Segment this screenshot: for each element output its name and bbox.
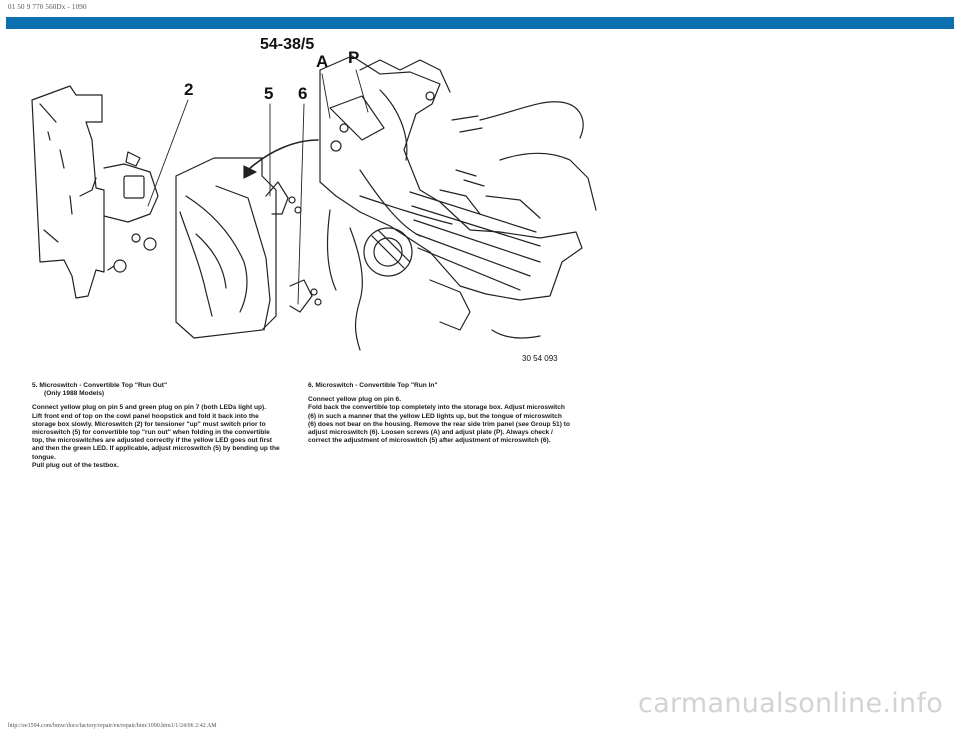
section-6-para-2: Fold back the convertible top completely into the storage box. Adjust microswitch (6) in such a manner that the yellow LED lights up, but the tongue of microswitch (6) does not bear on the housing. Remove the rear side trim panel (see Group 51) to adjust microswitch (6). Loosen screws (A) and adjust plate (P). Always check / correct the adjustment of microswitch (5) after adjustment of microswitch (6).: [308, 404, 570, 445]
section-6-para-1: Connect yellow plug on pin 6.: [308, 396, 402, 404]
callout-A: A: [316, 52, 329, 71]
document-reference: 01 50 9 770 560Dx - 1090: [8, 3, 87, 11]
section-5-para-2: Lift front end of top on the cowl panel hoopstick and fold it back into the storage box slowly. Microswitch (2) for tensioner "up" must switch prior to microswitch (5) for convertible top "run out" when folding in the convertible top, the microswitches are adjusted correctly if the yellow LED goes out first and then the green LED. If applicable, adjust microswitch (5) by bending up the tongue.: [32, 412, 280, 461]
figure-number: 54-38/5: [260, 36, 315, 53]
mechanism-drawing: [320, 56, 596, 350]
section-5-para-3: Pull plug out of the testbox.: [32, 461, 119, 469]
section-5-para-1: Connect yellow plug on pin 5 and green plug on pin 7 (both LEDs light up).: [32, 404, 267, 412]
section-5: [32, 382, 282, 470]
callout-P: P: [348, 48, 360, 67]
callout-5: 5: [264, 84, 274, 103]
footer-url: http://ee1594.com/bmw/docs/factory/repair/en/repair/htm/1090.htm1/1/24/06 2:42 AM: [8, 723, 217, 729]
left-panel-drawing: [32, 86, 158, 298]
figure-reference-code: 30 54 093: [522, 354, 558, 363]
section-5-subtitle: (Only 1988 Models): [44, 390, 105, 398]
section-6: [308, 382, 570, 445]
watermark-logo: carmanualsonline.info: [638, 688, 944, 719]
section-6-title: 6. Microswitch - Convertible Top "Run In": [308, 382, 438, 389]
callout-6: 6: [298, 84, 308, 103]
callout-2: 2: [184, 80, 194, 99]
section-5-title: 5. Microswitch - Convertible Top "Run Out": [32, 382, 168, 389]
